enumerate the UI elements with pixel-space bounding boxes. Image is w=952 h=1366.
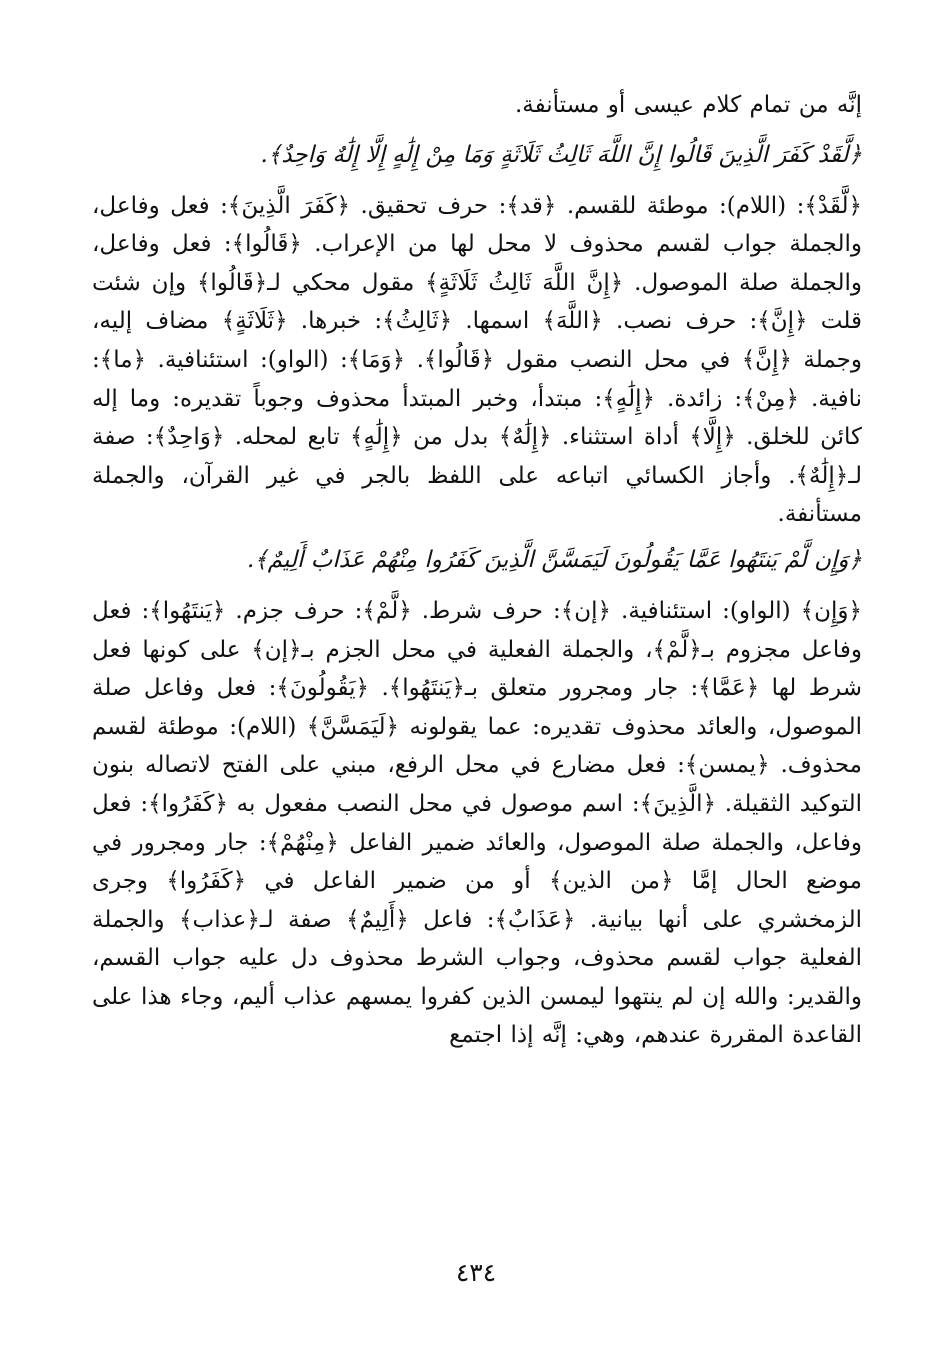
page-body (92, 78, 862, 1278)
grammar-analysis-paragraph-2: ﴿وَإِن﴾ (الواو): استئنافية. ﴿إن﴾: حرف شرط. ﴿لَّمْ﴾: حرف جزم. ﴿يَنتَهُوا﴾: فعل وفاعل مجزوم بـ﴿لَّمْ﴾، والجملة الفعلية في محل الجزم بـ﴿إن﴾ على كونها فعل شرط لها ﴿عَمَّا﴾: جار ومجرور متعلق بـ﴿يَنتَهُوا﴾. ﴿يَقُولُونَ﴾: فعل وفاعل صلة الموصول، والعائد محذوف تقديره: عما يقولونه ﴿لَيَمَسَّنَّ﴾ (اللام): موطئة لقسم محذوف. ﴿يمسن﴾: فعل مضارع في محل الرفع، مبني على الفتح لاتصاله بنون التوكيد الثقيلة. ﴿الَّذِينَ﴾: اسم موصول في محل النصب مفعول به ﴿كَفَرُوا﴾: فعل وفاعل، والجملة صلة الموصول، والعائد ضمير الفاعل ﴿مِنْهُمْ﴾: جار ومجرور في موضع الحال إمَّا ﴿من الذين﴾ أو من ضمير الفاعل في ﴿كَفَرُوا﴾ وجرى الزمخشري على أنها بيانية. ﴿عَذَابٌ﴾: فاعل ﴿أَلِيمٌ﴾ صفة لـ﴿عذاب﴾ والجملة الفعلية جواب لقسم محذوف، وجواب الشرط محذوف دل عليه جواب القسم، والقدير: والله إن لم ينتهوا ليمسن الذين كفروا يمسهم عذاب أليم، وجاء هذا على القاعدة المقررة عندهم، وهي: إنَّه إذا اجتمع (92, 597, 862, 1049)
quran-verse-2: ﴿وَإِن لَّمْ يَنتَهُوا عَمَّا يَقُولُونَ لَيَمَسَّنَّ الَّذِينَ كَفَرُوا مِنْهُمْ عَذَابٌ أَلِيمٌ﴾. (246, 546, 862, 573)
page-number: ٤٣٤ (455, 1258, 497, 1287)
opening-line: إنَّه من تمام كلام عيسى أو مستأنفة. (515, 92, 862, 118)
grammar-analysis-paragraph-1: ﴿لَّقَدْ﴾: (اللام): موطئة للقسم. ﴿قد﴾: حرف تحقيق. ﴿كَفَرَ الَّذِينَ﴾: فعل وفاعل، والجملة جواب لقسم محذوف لا محل لها من الإعراب. ﴿قَالُوا﴾: فعل وفاعل، والجملة صلة الموصول. ﴿إِنَّ اللَّهَ ثَالِثُ ثَلَاثَةٍ﴾ مقول محكي لـ﴿قَالُوا﴾ وإن شئت قلت ﴿إِنَّ﴾: حرف نصب. ﴿اللَّهَ﴾ اسمها. ﴿ثَالِثُ﴾: خبرها. ﴿ثَلَاثَةٍ﴾ مضاف إليه، وجملة ﴿إِنَّ﴾ في محل النصب مقول ﴿قَالُوا﴾. ﴿وَمَا﴾: (الواو): استئنافية. ﴿ما﴾: نافية. ﴿مِنْ﴾: زائدة. ﴿إِلَٰهٍ﴾: مبتدأ، وخبر المبتدأ محذوف وجوباً تقديره: وما إله كائن للخلق. ﴿إِلَّا﴾ أداة استثناء. ﴿إِلَٰهٌ﴾ بدل من ﴿إِلَٰهٍ﴾ تابع لمحله. ﴿وَاحِدٌ﴾: صفة لـ﴿إِلَٰهٌ﴾. وأجاز الكسائي اتباعه على اللفظ بالجر في غير القرآن، والجملة مستأنفة. (92, 192, 862, 528)
quran-verse-1: ﴿لَّقَدْ كَفَرَ الَّذِينَ قَالُوا إِنَّ اللَّهَ ثَالِثُ ثَلَاثَةٍ وَمَا مِنْ إِلَٰهٍ إِلَّا إِلَٰهٌ وَاحِدٌ﴾. (260, 141, 862, 168)
